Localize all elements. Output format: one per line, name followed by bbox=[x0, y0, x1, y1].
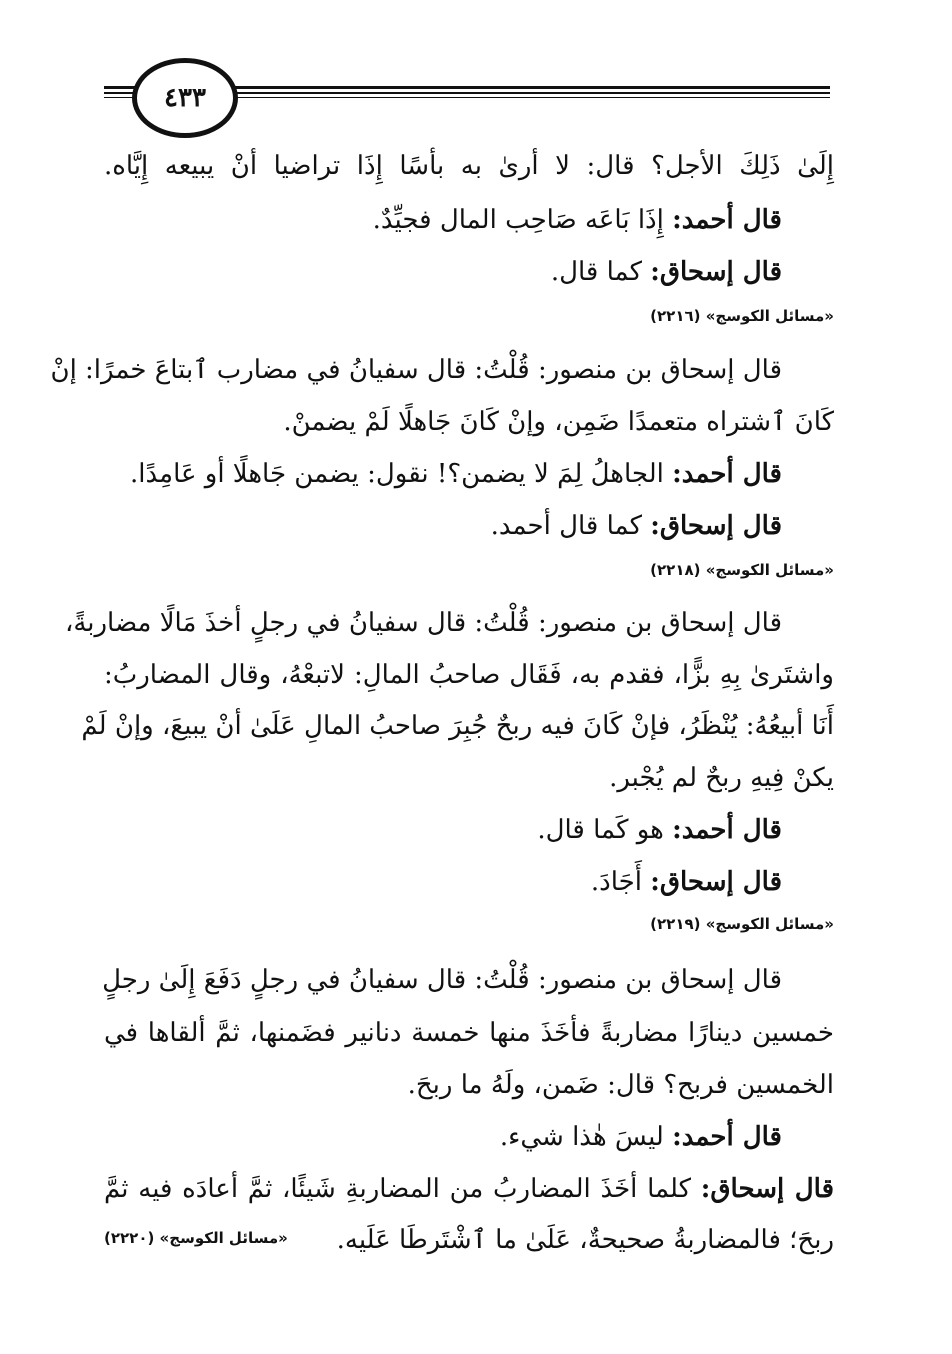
text-line: قال إسحاق بن منصور: قُلْتُ: قال سفيانُ في رجلٍ دَفَعَ إِلَىٰ رجلٍ bbox=[102, 965, 782, 995]
speaker-label: قال أحمد: bbox=[672, 459, 782, 489]
text-line bbox=[551, 252, 782, 292]
text-line bbox=[500, 1117, 782, 1157]
page-header bbox=[104, 52, 830, 152]
source-citation: «مسائل الكوسج» (٢٢١٩) bbox=[650, 915, 834, 933]
text-line bbox=[130, 454, 782, 494]
speaker-label: قال إسحاق: bbox=[650, 867, 782, 897]
speaker-text: إِذَا بَاعَه صَاحِب المال فجيِّدٌ. bbox=[372, 205, 673, 235]
text-line: ربحَ؛ فالمضاربةُ صحيحةٌ، عَلَىٰ ما ٱشْتَرطَا عَلَيه. bbox=[336, 1225, 834, 1255]
source-citation: «مسائل الكوسج» (٢٢٢٠) bbox=[104, 1229, 288, 1247]
text-line bbox=[537, 810, 782, 850]
text-line bbox=[104, 1169, 834, 1209]
page-number: ٤٣٣ bbox=[164, 83, 206, 113]
text-line: إِلَىٰ ذَلِكَ الأجل؟ قال: لا أرىٰ به بأسًا إِذَا تراضيا أنْ يبيعه إِيَّاه. bbox=[104, 151, 834, 181]
speaker-label: قال إسحاق: bbox=[650, 257, 782, 287]
speaker-text: هو كَما قال. bbox=[537, 815, 673, 845]
text-line: كَانَ ٱشتراه متعمدًا ضَمِن، وإنْ كَانَ جَاهلًا لَمْ يضمنْ. bbox=[283, 407, 834, 437]
text-line: الخمسين فربح؟ قال: ضَمن، ولَهُ ما ربحَ. bbox=[407, 1070, 834, 1100]
text-line: قال إسحاق بن منصور: قُلْتُ: قال سفيانُ في رجلٍ أخذَ مَالًا مضاربةً، bbox=[64, 608, 782, 638]
speaker-label: قال أحمد: bbox=[672, 1122, 782, 1152]
speaker-text: كلما أخَذَ المضاربُ من المضاربةِ شَيئًا، ثمَّ أعادَه فيه ثمَّ bbox=[104, 1174, 701, 1204]
speaker-text: ليسَ هٰذا شيء. bbox=[499, 1122, 673, 1152]
speaker-text: الجاهلُ لِمَ لا يضمن؟! نقول: يضمن جَاهلًا أو عَامِدًا. bbox=[130, 459, 673, 489]
text-line: واشتَرىٰ بِهِ بزًّا، فقدم به، فَقَال صاحبُ المالِ: لاتبعْهُ، وقال المضاربُ: bbox=[104, 660, 834, 690]
speaker-text: أَجَادَ. bbox=[590, 867, 651, 897]
text-line: خمسين دينارًا مضاربةً فأخَذَ منها خمسة دنانير فضَمنها، ثمَّ ألقاها في bbox=[104, 1018, 834, 1048]
speaker-text: كما قال أحمد. bbox=[490, 511, 651, 541]
text-line: أَنَا أبيعُهُ: يُنْظَرُ، فإنْ كَانَ فيه ربحٌ جُبِرَ صاحبُ المالِ عَلَىٰ أنْ يبيعَ، وإنْ لَمْ bbox=[81, 711, 834, 741]
text-line bbox=[491, 506, 782, 546]
text-line bbox=[373, 200, 782, 240]
page-number-frame bbox=[132, 58, 238, 138]
source-citation: «مسائل الكوسج» (٢٢١٨) bbox=[650, 561, 834, 579]
speaker-text: كما قال. bbox=[550, 257, 651, 287]
text-line bbox=[591, 862, 782, 902]
text-line: قال إسحاق بن منصور: قُلْتُ: قال سفيانُ في مضارب ٱبتاعَ خمرًا: إنْ bbox=[50, 355, 782, 385]
source-citation: «مسائل الكوسج» (٢٢١٦) bbox=[650, 307, 834, 325]
text-line: يكنْ فِيهِ ربحٌ لم يُجْبر. bbox=[609, 763, 834, 793]
speaker-label: قال أحمد: bbox=[672, 205, 782, 235]
speaker-label: قال أحمد: bbox=[672, 815, 782, 845]
speaker-label: قال إسحاق: bbox=[700, 1174, 834, 1204]
speaker-label: قال إسحاق: bbox=[650, 511, 782, 541]
